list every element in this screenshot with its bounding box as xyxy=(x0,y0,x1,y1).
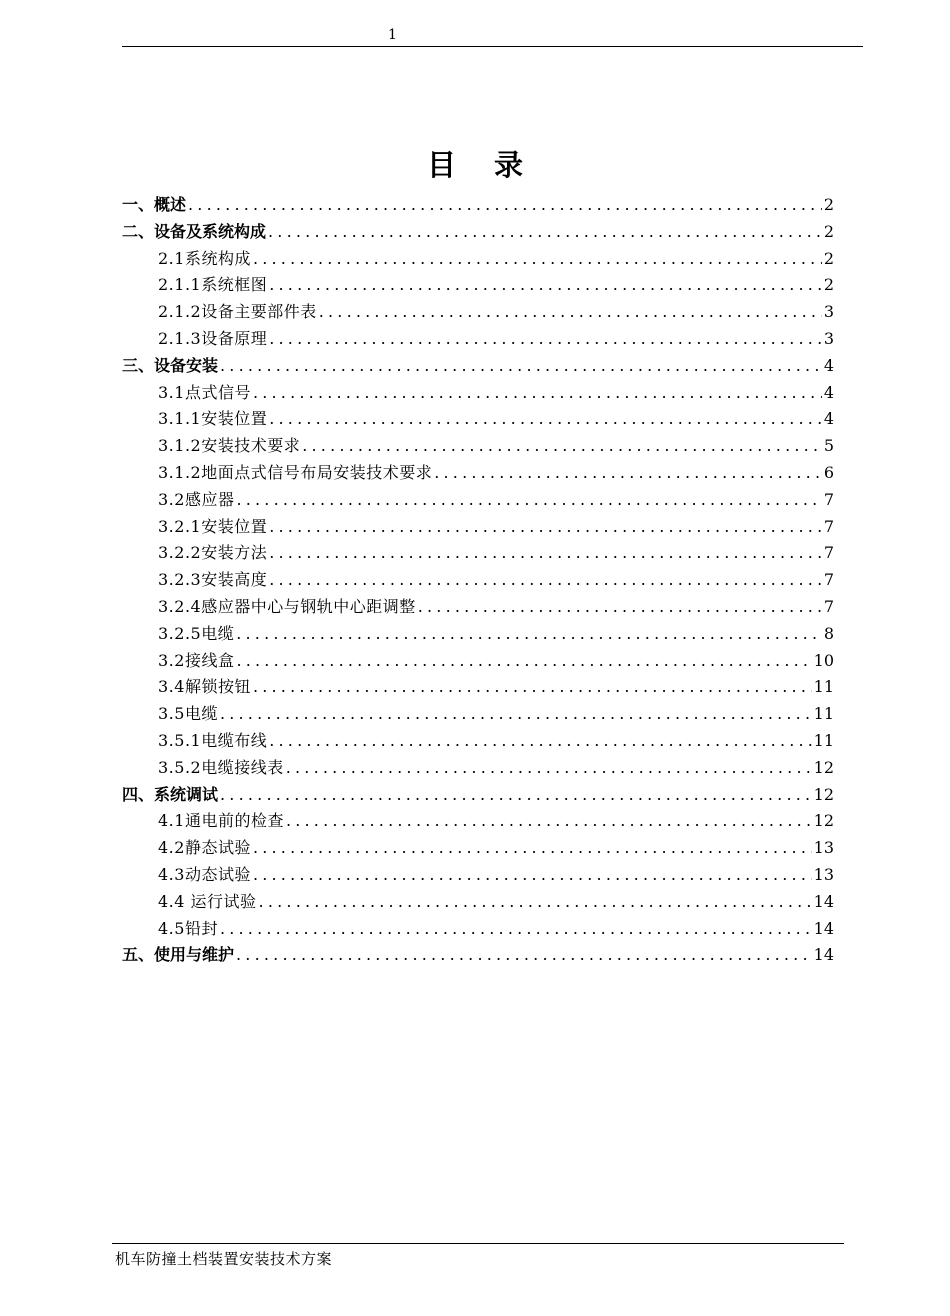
toc-entry-page-number: 12 xyxy=(813,811,834,831)
toc-dot-leader xyxy=(186,192,822,219)
toc-entry-page-number: 6 xyxy=(823,462,834,482)
toc-subsection-link[interactable] xyxy=(122,835,834,862)
toc-entry-label: 4.5铅封 xyxy=(158,918,218,938)
toc-entry-page-number: 13 xyxy=(813,838,834,858)
toc-entry-label: 二、设备及系统构成 xyxy=(122,221,267,241)
toc-dot-leader xyxy=(251,674,812,701)
toc-entry-label: 3.1.1安装位置 xyxy=(158,409,268,429)
toc-section-link[interactable] xyxy=(122,942,834,969)
toc-entry-label: 2.1.3设备原理 xyxy=(158,328,268,348)
toc-entry-label: 四、系统调试 xyxy=(122,784,219,804)
toc-dot-leader xyxy=(218,916,812,943)
toc-entry-page-number: 12 xyxy=(813,757,834,777)
toc-subsection-link[interactable] xyxy=(122,567,834,594)
toc-dot-leader xyxy=(218,782,812,809)
toc-section-link[interactable] xyxy=(122,219,834,246)
toc-subsection-link[interactable] xyxy=(122,648,834,675)
toc-dot-leader xyxy=(234,487,821,514)
toc-entry-page-number: 7 xyxy=(823,596,834,616)
toc-dot-leader xyxy=(267,567,822,594)
toc-entry-page-number: 14 xyxy=(813,918,834,938)
footer-rule xyxy=(112,1243,844,1244)
toc-subsection-link[interactable] xyxy=(122,460,834,487)
toc-entry-label: 3.5.2电缆接线表 xyxy=(158,757,284,777)
footer-document-title: 机车防撞土档装置安装技术方案 xyxy=(115,1250,333,1268)
toc-dot-leader xyxy=(251,862,812,889)
toc-entry-page-number: 7 xyxy=(823,570,834,590)
toc-entry-page-number: 12 xyxy=(813,784,834,804)
toc-subsection-link[interactable] xyxy=(122,808,834,835)
page-number: 1 xyxy=(388,27,397,43)
toc-entry-label: 3.2.2安装方法 xyxy=(158,543,268,563)
toc-entry-label: 4.1通电前的检查 xyxy=(158,811,284,831)
toc-entry-page-number: 2 xyxy=(823,195,834,214)
toc-dot-leader xyxy=(251,835,812,862)
toc-subsection-link[interactable] xyxy=(122,326,834,353)
toc-entry-label: 4.2静态试验 xyxy=(158,838,251,858)
toc-subsection-link[interactable] xyxy=(122,433,834,460)
toc-subsection-link[interactable] xyxy=(122,889,834,916)
toc-dot-leader xyxy=(267,326,822,353)
toc-subsection-link[interactable] xyxy=(122,916,834,943)
toc-dot-leader xyxy=(416,594,822,621)
toc-dot-leader xyxy=(284,808,812,835)
toc-dot-leader xyxy=(317,299,822,326)
toc-entry-label: 4.3动态试验 xyxy=(158,864,251,884)
toc-entry-page-number: 7 xyxy=(823,516,834,536)
toc-entry-page-number: 7 xyxy=(823,543,834,563)
toc-subsection-link[interactable] xyxy=(122,272,834,299)
toc-entry-page-number: 11 xyxy=(813,730,834,750)
toc-dot-leader xyxy=(267,514,822,541)
toc-entry-label: 一、概述 xyxy=(122,195,187,214)
toc-subsection-link[interactable] xyxy=(122,406,834,433)
toc-dot-leader xyxy=(267,728,811,755)
toc-subsection-link[interactable] xyxy=(122,380,834,407)
toc-entry-page-number: 14 xyxy=(813,945,834,965)
toc-subsection-link[interactable] xyxy=(122,514,834,541)
toc-entry-label: 3.2感应器 xyxy=(158,489,235,509)
toc-entry-page-number: 13 xyxy=(813,864,834,884)
toc-entry-label: 3.1.2安装技术要求 xyxy=(158,436,301,456)
toc-dot-leader xyxy=(284,755,812,782)
toc-entry-page-number: 11 xyxy=(813,677,834,697)
toc-subsection-link[interactable] xyxy=(122,299,834,326)
toc-title: 目 录 xyxy=(426,148,538,182)
toc-entry-page-number: 3 xyxy=(823,328,834,348)
toc-entry-page-number: 2 xyxy=(823,275,834,295)
toc-subsection-link[interactable] xyxy=(122,674,834,701)
toc-entry-page-number: 4 xyxy=(823,382,834,402)
toc-entry-page-number: 8 xyxy=(823,623,834,643)
toc-entry-page-number: 14 xyxy=(813,891,834,911)
toc-entry-label: 3.2.3安装高度 xyxy=(158,570,268,590)
toc-dot-leader xyxy=(218,353,822,380)
toc-entry-label: 3.1点式信号 xyxy=(158,382,251,402)
toc-entry-page-number: 10 xyxy=(813,650,834,670)
header-rule xyxy=(122,46,863,47)
toc-entry-page-number: 4 xyxy=(823,355,834,375)
toc-entry-label: 3.4解锁按钮 xyxy=(158,677,251,697)
toc-dot-leader xyxy=(234,942,812,969)
toc-subsection-link[interactable] xyxy=(122,728,834,755)
toc-dot-leader xyxy=(267,406,822,433)
toc-section-link[interactable] xyxy=(122,782,834,809)
toc-entry-label: 3.5电缆 xyxy=(158,704,218,724)
toc-dot-leader xyxy=(234,648,811,675)
toc-entry-page-number: 4 xyxy=(823,409,834,429)
toc-dot-leader xyxy=(266,219,822,246)
toc-dot-leader xyxy=(251,246,822,273)
toc-dot-leader xyxy=(432,460,822,487)
toc-dot-leader xyxy=(267,540,822,567)
toc-entry-label: 五、使用与维护 xyxy=(122,945,235,965)
toc-dot-leader xyxy=(234,621,822,648)
toc-entry-label: 2.1系统构成 xyxy=(158,248,251,268)
toc-entry-label: 2.1.1系统框图 xyxy=(158,275,268,295)
toc-entry-page-number: 5 xyxy=(823,436,834,456)
toc-entry-label: 3.2.4感应器中心与钢轨中心距调整 xyxy=(158,596,416,616)
toc-section-link[interactable] xyxy=(122,192,834,219)
toc-entry-page-number: 2 xyxy=(823,248,834,268)
toc-entry-label: 3.1.2地面点式信号布局安装技术要求 xyxy=(158,462,433,482)
toc-dot-leader xyxy=(218,701,812,728)
toc-entry-label: 3.5.1电缆布线 xyxy=(158,730,268,750)
toc-subsection-link[interactable] xyxy=(122,487,834,514)
toc-subsection-link[interactable] xyxy=(122,621,834,648)
toc-entry-page-number: 3 xyxy=(823,302,834,322)
table-of-contents xyxy=(122,192,834,969)
toc-entry-page-number: 11 xyxy=(813,704,834,724)
toc-dot-leader xyxy=(267,272,822,299)
toc-subsection-link[interactable] xyxy=(122,862,834,889)
toc-entry-page-number: 2 xyxy=(823,221,834,241)
toc-entry-label: 2.1.2设备主要部件表 xyxy=(158,302,317,322)
toc-entry-label: 3.2.5电缆 xyxy=(158,623,235,643)
toc-entry-label: 4.4 运行试验 xyxy=(158,891,257,911)
toc-entry-page-number: 7 xyxy=(823,489,834,509)
toc-entry-label: 3.2接线盒 xyxy=(158,650,235,670)
toc-subsection-link[interactable] xyxy=(122,701,834,728)
toc-subsection-link[interactable] xyxy=(122,594,834,621)
toc-dot-leader xyxy=(251,380,822,407)
toc-entry-label: 3.2.1安装位置 xyxy=(158,516,268,536)
toc-dot-leader xyxy=(300,433,822,460)
toc-section-link[interactable] xyxy=(122,353,834,380)
toc-dot-leader xyxy=(257,889,812,916)
toc-entry-label: 三、设备安装 xyxy=(122,355,219,375)
toc-subsection-link[interactable] xyxy=(122,246,834,273)
toc-subsection-link[interactable] xyxy=(122,755,834,782)
toc-subsection-link[interactable] xyxy=(122,540,834,567)
